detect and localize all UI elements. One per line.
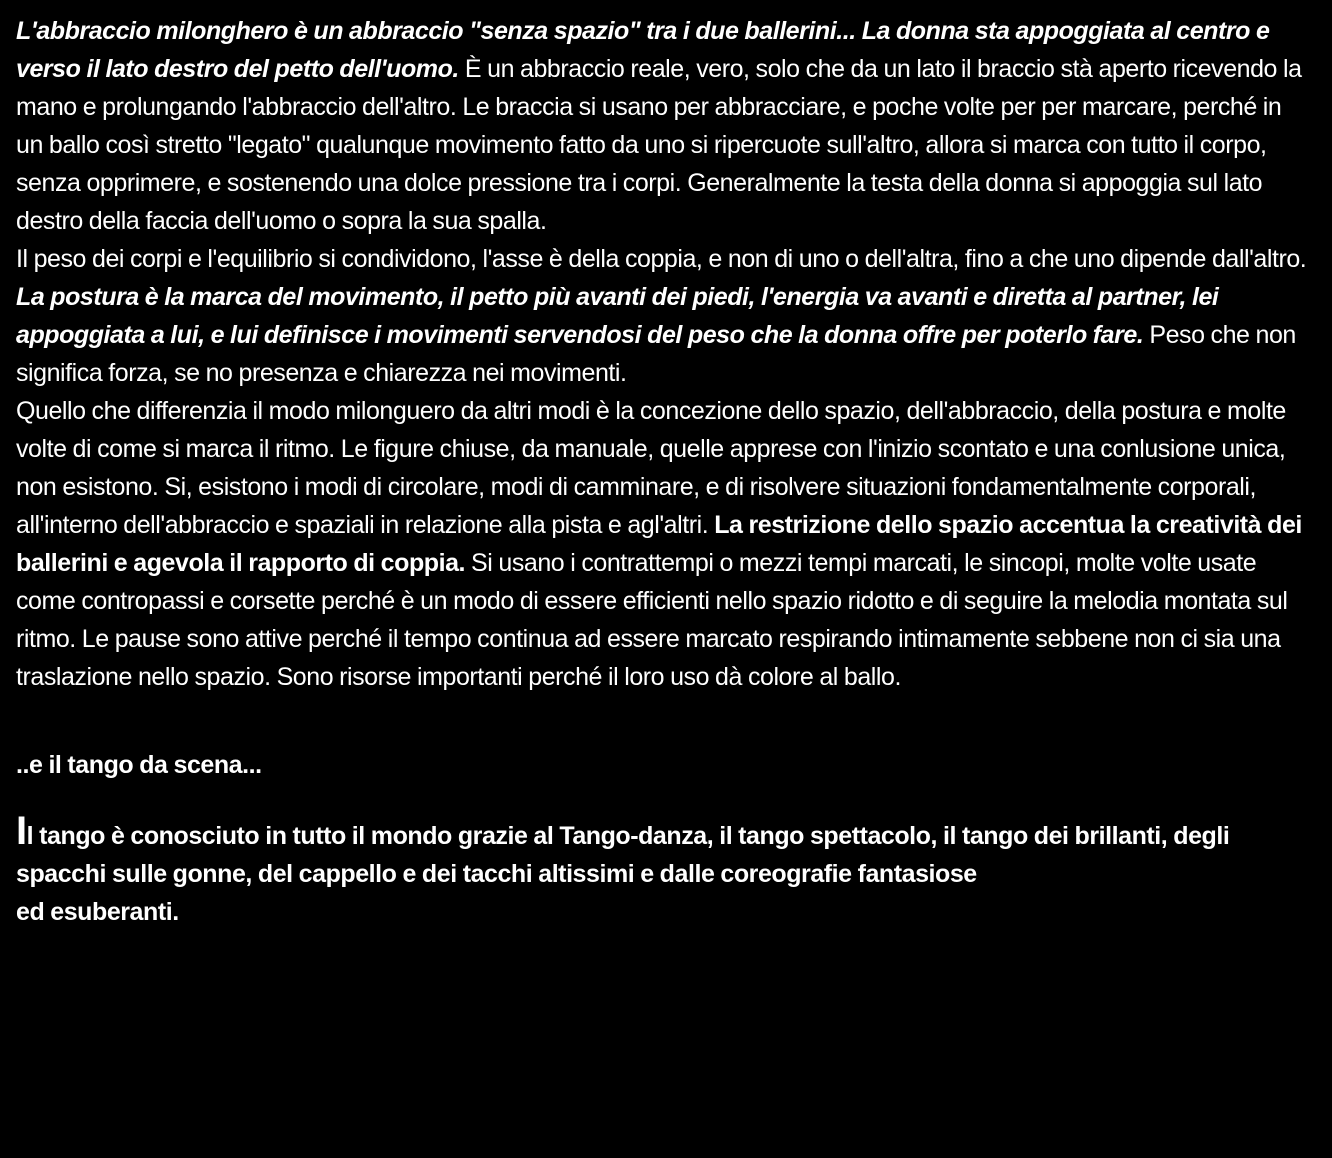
paragraph-milonguero — [16, 392, 1308, 696]
paragraph-tango-scena — [16, 809, 1308, 931]
paragraph-tango-scena-text: l tango è conosciuto in tutto il mondo grazie al Tango-danza, il tango spettacolo, il tango dei brillanti, degli spacchi sulle gonne, del cappello e dei tacchi altissimi e dalle coreografie fantasiose — [16, 822, 1230, 888]
drop-cap: I — [16, 809, 27, 853]
paragraph-milonguero-bold: La restrizione dello spazio accentua la creatività dei ballerini e agevola il rapporto di coppia. — [16, 511, 1302, 577]
paragraph-abbraccio-bold-intro: L'abbraccio milonghero è un abbraccio "senza spazio" tra i due ballerini... La donna sta appoggiata al centro e verso il lato destro del petto dell'uomo. — [16, 17, 1270, 83]
section-subheading: ..e il tango da scena... — [16, 751, 262, 779]
paragraph-milonguero-text-after: Si usano i contrattempi o mezzi tempi marcati, le sincopi, molte volte usate come contropassi e corsette perché è un modo di essere efficienti nello spazio ridotto e di seguire la melodia montata sul ritmo. Le pause sono attive perché il tempo continua ad essere marcato respirando intimamente sebbene non ci sia una traslazione nello spazio. Sono risorse importanti perché il loro uso dà colore al ballo. — [16, 549, 1288, 691]
paragraph-abbraccio-text: È un abbraccio reale, vero, solo che da un lato il braccio stà aperto ricevendo la mano e prolungando l'abbraccio dell'altro. Le braccia si usano per abbracciare, e poche volte per per marcare, perché in un ballo così stretto "legato" qualunque movimento fatto da uno si ripercuote sull'altro, allora si marca con tutto il corpo, senza opprimere, e sostenendo una dolce pressione tra i corpi. Generalmente la testa della donna si appoggia sul lato destro della faccia dell'uomo o sopra la sua spalla. — [16, 55, 1302, 235]
paragraph-abbraccio — [16, 12, 1308, 240]
paragraph-postura-text: Peso che non significa forza, se no presenza e chiarezza nei movimenti. — [16, 321, 1296, 387]
paragraph-peso-text: Il peso dei corpi e l'equilibrio si condividono, l'asse è della coppia, e non di uno o dell'altra, fino a che uno dipende dall'altro. — [16, 245, 1307, 273]
paragraph-postura — [16, 278, 1308, 392]
paragraph-milonguero-text-before: Quello che differenzia il modo milonguero da altri modi è la concezione dello spazio, dell'abbraccio, della postura e molte volte di come si marca il ritmo. Le figure chiuse, da manuale, quelle apprese con l'inizio scontato e una conlusione unica, non esistono. Si, esistono i modi di circolare, modi di camminare, e di risolvere situazioni fondamentalmente corporali, all'interno dell'abbraccio e spaziali in relazione alla pista e agl'altri. — [16, 397, 1286, 539]
paragraph-tango-scena-tail: ed esuberanti. — [16, 898, 179, 926]
paragraph-peso — [16, 240, 1308, 278]
paragraph-postura-bold-intro: La postura è la marca del movimento, il petto più avanti dei piedi, l'energia va avanti e diretta al partner, lei appoggiata a lui, e lui definisce i movimenti servendosi del peso che la donna offre per poterlo fare. — [16, 283, 1219, 349]
